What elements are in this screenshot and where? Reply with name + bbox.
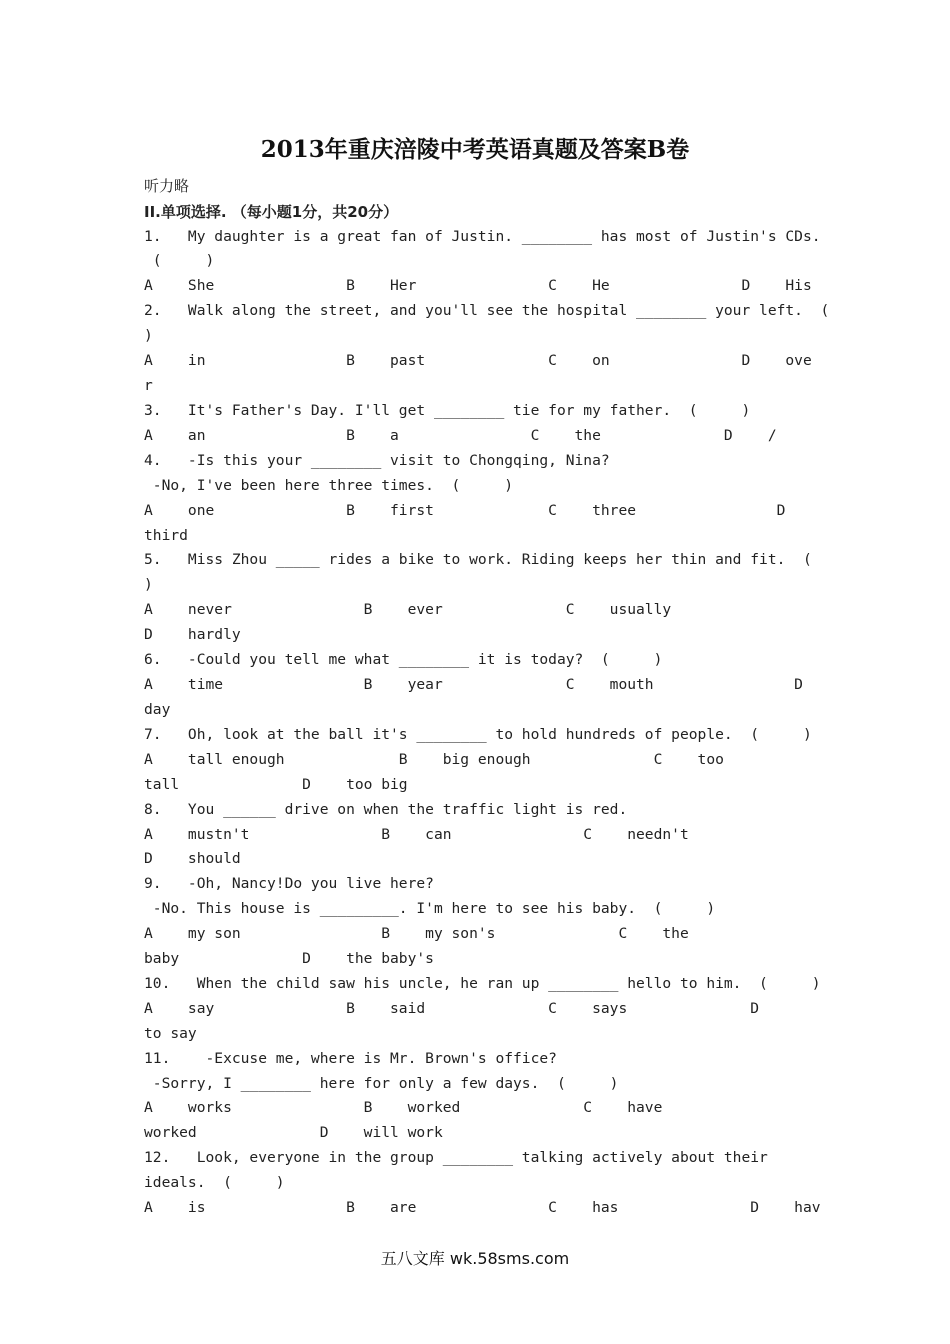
options-line: third (144, 527, 188, 544)
options-line: r (144, 377, 153, 394)
question-line: ) (144, 576, 153, 593)
options-line: A my son B my son's C the (144, 925, 689, 942)
question-line: ) (144, 327, 153, 344)
options-line: A one B first C three D (144, 502, 786, 519)
options-line: A is B are C has D hav (144, 1199, 821, 1216)
question-line: 1. My daughter is a great fan of Justin. ________ has most of Justin's CDs. (144, 228, 821, 245)
question-line: 10. When the child saw his uncle, he ran up ________ hello to him. ( ) (144, 975, 821, 992)
options-line: D should (144, 850, 241, 867)
question-line: -No. This house is _________. I'm here to see his baby. ( ) (144, 900, 716, 917)
options-line: A She B Her C He D His (144, 277, 812, 294)
question-line: 12. Look, everyone in the group ________ talking actively about their (144, 1149, 768, 1166)
question-line: 6. -Could you tell me what ________ it is today? ( ) (144, 651, 663, 668)
question-line: 7. Oh, look at the ball it's ________ to hold hundreds of people. ( ) (144, 726, 812, 743)
question-line: 9. -Oh, Nancy!Do you live here? (144, 875, 434, 892)
question-line: 2. Walk along the street, and you'll see the hospital ________ your left. ( (144, 302, 830, 319)
options-line: A tall enough B big enough C too (144, 751, 724, 768)
options-line: to say (144, 1025, 197, 1042)
question-line: 8. You ______ drive on when the traffic light is red. (144, 801, 628, 818)
question-line: -No, I've been here three times. ( ) (144, 477, 514, 494)
listening-note: 听力略 (144, 177, 190, 195)
options-line: A say B said C says D (144, 1000, 760, 1017)
options-line: A an B a C the D / (144, 427, 777, 444)
options-line: baby D the baby's (144, 950, 434, 967)
options-line: A never B ever C usually (144, 601, 672, 618)
question-line: 5. Miss Zhou _____ rides a bike to work. Riding keeps her thin and fit. ( (144, 551, 812, 568)
options-line: D hardly (144, 626, 241, 643)
options-line: worked D will work (144, 1124, 443, 1141)
section-heading: II.单项选择. （每小题1分，共20分） (144, 203, 399, 221)
question-line: -Sorry, I ________ here for only a few days. ( ) (144, 1075, 619, 1092)
options-line: day (144, 701, 171, 718)
question-line: 3. It's Father's Day. I'll get ________ tie for my father. ( ) (144, 402, 751, 419)
question-line: ( ) (144, 252, 215, 269)
question-line: 11. -Excuse me, where is Mr. Brown's office? (144, 1050, 557, 1067)
options-line: A time B year C mouth D (144, 676, 803, 693)
options-line: A works B worked C have (144, 1099, 663, 1116)
options-line: A in B past C on D ove (144, 352, 812, 369)
question-line: ideals. ( ) (144, 1174, 285, 1191)
footer-watermark: 五八文库 wk.58sms.com (380, 1249, 570, 1268)
options-line: tall D too big (144, 776, 408, 793)
question-line: 4. -Is this your ________ visit to Chongqing, Nina? (144, 452, 610, 469)
document-title: 2013年重庆涪陵中考英语真题及答案B卷 (260, 136, 690, 163)
options-line: A mustn't B can C needn't (144, 826, 689, 843)
